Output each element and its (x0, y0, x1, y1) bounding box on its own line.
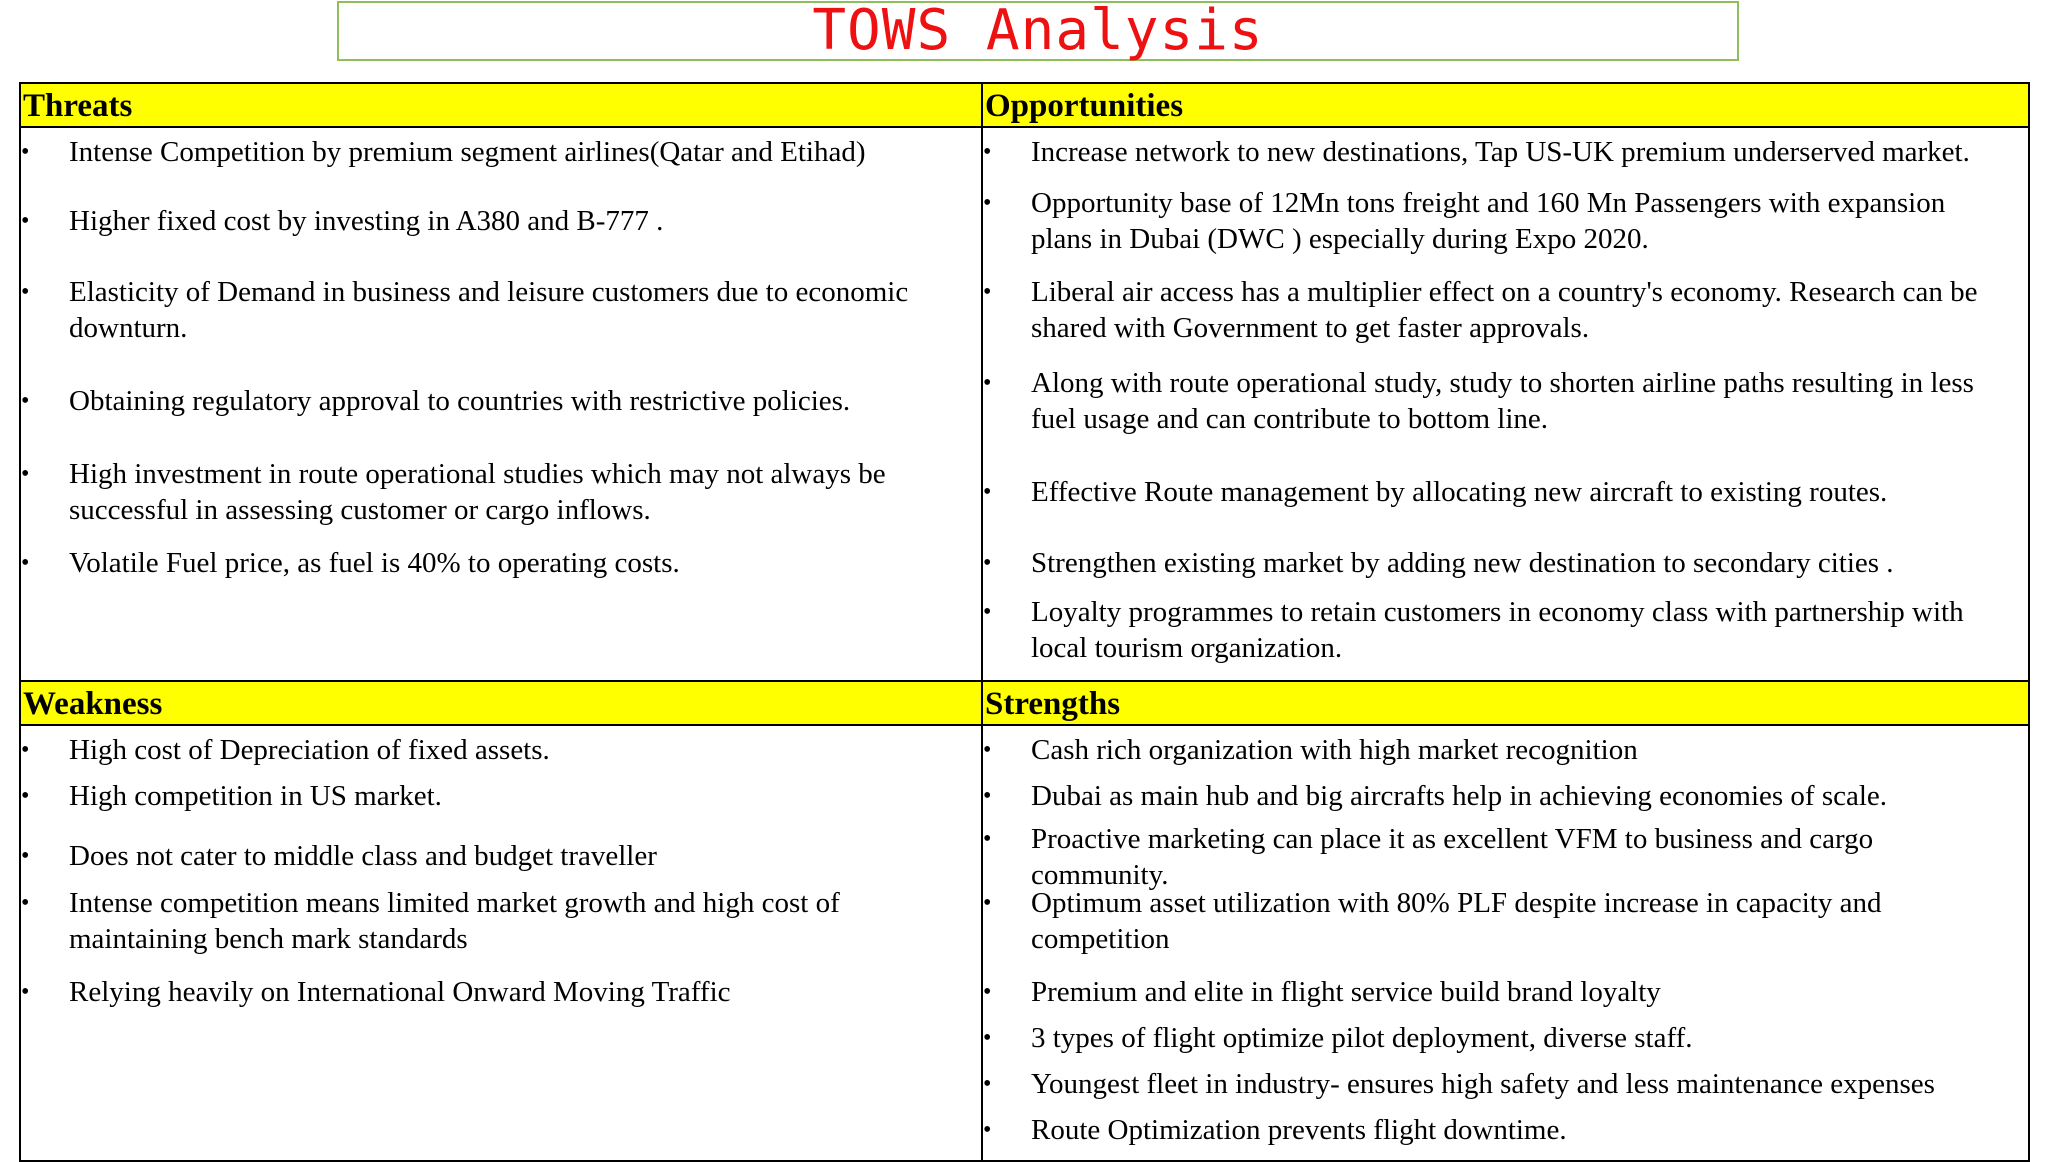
bullet: • (21, 139, 30, 165)
bullet: • (21, 890, 30, 916)
opportunities-header: Opportunities (983, 84, 2028, 128)
bullet: • (983, 1025, 992, 1051)
bullet: • (21, 843, 30, 869)
bullet: • (983, 599, 992, 625)
bullet: • (983, 279, 992, 305)
bullet: • (983, 783, 992, 809)
bullet: • (21, 388, 30, 414)
threats-header: Threats (21, 84, 981, 128)
bullet: • (21, 783, 30, 809)
tows-grid: Threats Opportunities Weakness Strengths • Intense Competition by premium segment airlines(Qatar and Etihad) • Higher fixed cost by investing in A380 and B-777 . • Elasticity of Demand in business and leisure customers due to economic downturn. • Obtaining regulatory approval to countries with restrictive policies. • High investment in route operational studies which may not always be successful in assessing customer or cargo inflows. • Volatile Fuel price, as fuel is 40% to operating costs. • Increase network to new destinations, Tap US-UK premium underserved market. • Opportunity base of 12Mn tons freight and 160 Mn Passengers with expansion plans in Dubai (DWC ) especially during Expo 2020. • Liberal air access has a multiplier effect on a country's economy. Research can be shared with Government to get faster approvals. • Along with route operational study, study to shorten airline paths resulting in less fuel usage and can contribute to bottom line. • Effective Route management by allocating new aircraft to existing routes. • Strengthen existing market by adding new destination to secondary cities . • Loyalty programmes to retain customers in economy class with partnership with local tourism organization. • High cost of Depreciation of fixed assets. • High competition in US market. • Does not cater to middle class and budget traveller • Intense competition means limited market growth and high cost of maintaining bench mark standards • Relying heavily on International Onward Moving Traffic • Cash rich organization with high market recognition • Dubai as main hub and big aircrafts help in achieving economies of scale. • Proactive marketing can place it as excellent VFM to business and cargo community. • Optimum asset utilization with 80% PLF despite increase in capacity and competition • Premium and elite in flight service build brand loyalty • 3 types of flight optimize pilot deployment, diverse staff. • Youngest fleet in industry- ensures high safety and less maintenance expenses • Route Optimization prevents flight downtime. (19, 82, 2030, 1162)
bullet: • (21, 208, 30, 234)
bullet: • (983, 550, 992, 576)
page-title: TOWS Analysis (812, 0, 1264, 63)
weakness-header: Weakness (21, 680, 981, 726)
bullet: • (21, 979, 30, 1005)
bullet: • (983, 1117, 992, 1143)
bullet: • (983, 890, 992, 916)
bullet: • (21, 550, 30, 576)
bullet: • (983, 979, 992, 1005)
bullet: • (983, 737, 992, 763)
bullet: • (983, 826, 992, 852)
bullet: • (983, 139, 992, 165)
bullet: • (983, 370, 992, 396)
bullet: • (983, 190, 992, 216)
bullet: • (21, 737, 30, 763)
bullet: • (21, 279, 30, 305)
bullet: • (983, 1071, 992, 1097)
bullet: • (21, 461, 30, 487)
title-box (337, 1, 1739, 61)
strengths-header: Strengths (983, 680, 2028, 726)
bullet: • (983, 479, 992, 505)
